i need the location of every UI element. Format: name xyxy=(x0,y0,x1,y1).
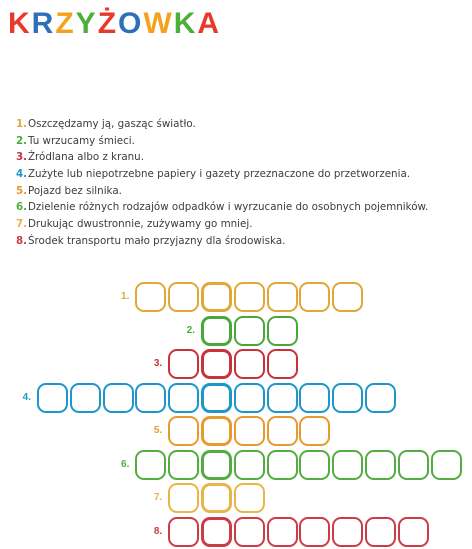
solution-cell[interactable] xyxy=(201,416,232,446)
letter-cell[interactable] xyxy=(299,517,330,547)
clue-number: 5. xyxy=(16,184,28,197)
solution-cell[interactable] xyxy=(201,282,232,312)
clue-text: Oszczędzamy ją, gasząc światło. xyxy=(28,118,196,130)
letter-cell[interactable] xyxy=(135,282,166,312)
letter-cell[interactable] xyxy=(365,383,396,413)
title-letter: K xyxy=(173,7,198,40)
solution-cell[interactable] xyxy=(201,316,232,346)
title-letter: W xyxy=(143,7,174,40)
letter-cell[interactable] xyxy=(332,383,363,413)
clue-number: 3. xyxy=(16,151,28,164)
letter-cell[interactable] xyxy=(168,483,199,513)
letter-cell[interactable] xyxy=(299,416,330,446)
letter-cell[interactable] xyxy=(365,450,396,480)
solution-cell[interactable] xyxy=(201,450,232,480)
letter-cell[interactable] xyxy=(103,383,134,413)
letter-cell[interactable] xyxy=(267,282,298,312)
clue-text: Pojazd bez silnika. xyxy=(28,184,122,197)
letter-cell[interactable] xyxy=(234,517,265,547)
clue-text: Drukując dwustronnie, zużywamy go mniej. xyxy=(28,218,253,231)
letter-cell[interactable] xyxy=(365,517,396,547)
letter-cell[interactable] xyxy=(168,517,199,547)
letter-cell[interactable] xyxy=(398,517,429,547)
letter-cell[interactable] xyxy=(267,416,298,446)
row-label: 5. xyxy=(153,425,163,436)
letter-cell[interactable] xyxy=(234,416,265,446)
row-label: 1. xyxy=(121,291,130,302)
letter-cell[interactable] xyxy=(168,383,199,413)
row-label: 4. xyxy=(22,391,31,403)
letter-cell[interactable] xyxy=(135,383,166,413)
letter-cell[interactable] xyxy=(234,450,265,480)
letter-cell[interactable] xyxy=(234,349,265,379)
title-letter: A xyxy=(197,7,222,40)
clue-number: 6. xyxy=(16,201,28,214)
title-letter: Z xyxy=(55,7,76,40)
letter-cell[interactable] xyxy=(168,450,199,480)
title-letter: O xyxy=(118,7,144,40)
solution-cell[interactable] xyxy=(201,483,232,513)
row-label: 8. xyxy=(153,525,163,537)
letter-cell[interactable] xyxy=(234,316,265,346)
letter-cell[interactable] xyxy=(431,450,462,480)
letter-cell[interactable] xyxy=(267,316,298,346)
solution-cell[interactable] xyxy=(201,383,232,413)
letter-cell[interactable] xyxy=(168,416,199,446)
row-label: 6. xyxy=(121,458,130,470)
letter-cell[interactable] xyxy=(267,349,298,379)
clue-text: Zużyte lub niepotrzebne papiery i gazety przeznaczone do przetworzenia. xyxy=(28,168,411,181)
letter-cell[interactable] xyxy=(168,282,199,312)
clue-text: Dzielenie różnych rodzajów odpadków i wyrzucanie do osobnych pojemników. xyxy=(28,201,429,214)
clue-number: 7. xyxy=(16,218,28,231)
letter-cell[interactable] xyxy=(135,450,166,480)
clue-number: 1. xyxy=(16,118,28,130)
letter-cell[interactable] xyxy=(234,282,265,312)
letter-cell[interactable] xyxy=(234,383,265,413)
letter-cell[interactable] xyxy=(70,383,101,413)
solution-cell[interactable] xyxy=(201,517,232,547)
letter-cell[interactable] xyxy=(398,450,429,480)
title-letter: Ż xyxy=(97,7,119,40)
letter-cell[interactable] xyxy=(234,483,265,513)
clue-text: Źródlana albo z kranu. xyxy=(28,151,144,164)
clue-text: Środek transportu mało przyjazny dla środowiska. xyxy=(28,234,286,247)
letter-cell[interactable] xyxy=(332,517,363,547)
clue-number: 4. xyxy=(16,168,28,181)
letter-cell[interactable] xyxy=(299,450,330,480)
row-label: 7. xyxy=(153,492,163,503)
letter-cell[interactable] xyxy=(267,450,298,480)
solution-cell[interactable] xyxy=(201,349,232,379)
clue-text: Tu wrzucamy śmieci. xyxy=(28,134,135,147)
letter-cell[interactable] xyxy=(37,383,68,413)
clue-number: 2. xyxy=(16,134,28,147)
letter-cell[interactable] xyxy=(168,349,199,379)
letter-cell[interactable] xyxy=(267,383,298,413)
title-letter: Y xyxy=(75,7,98,40)
row-label: 2. xyxy=(186,324,195,336)
letter-cell[interactable] xyxy=(267,517,298,547)
letter-cell[interactable] xyxy=(299,383,330,413)
letter-cell[interactable] xyxy=(332,450,363,480)
row-label: 3. xyxy=(153,358,163,369)
clue-number: 8. xyxy=(16,234,28,247)
title-letter: R xyxy=(31,7,56,40)
title-letter: K xyxy=(8,7,32,40)
letter-cell[interactable] xyxy=(299,282,330,312)
letter-cell[interactable] xyxy=(332,282,363,312)
